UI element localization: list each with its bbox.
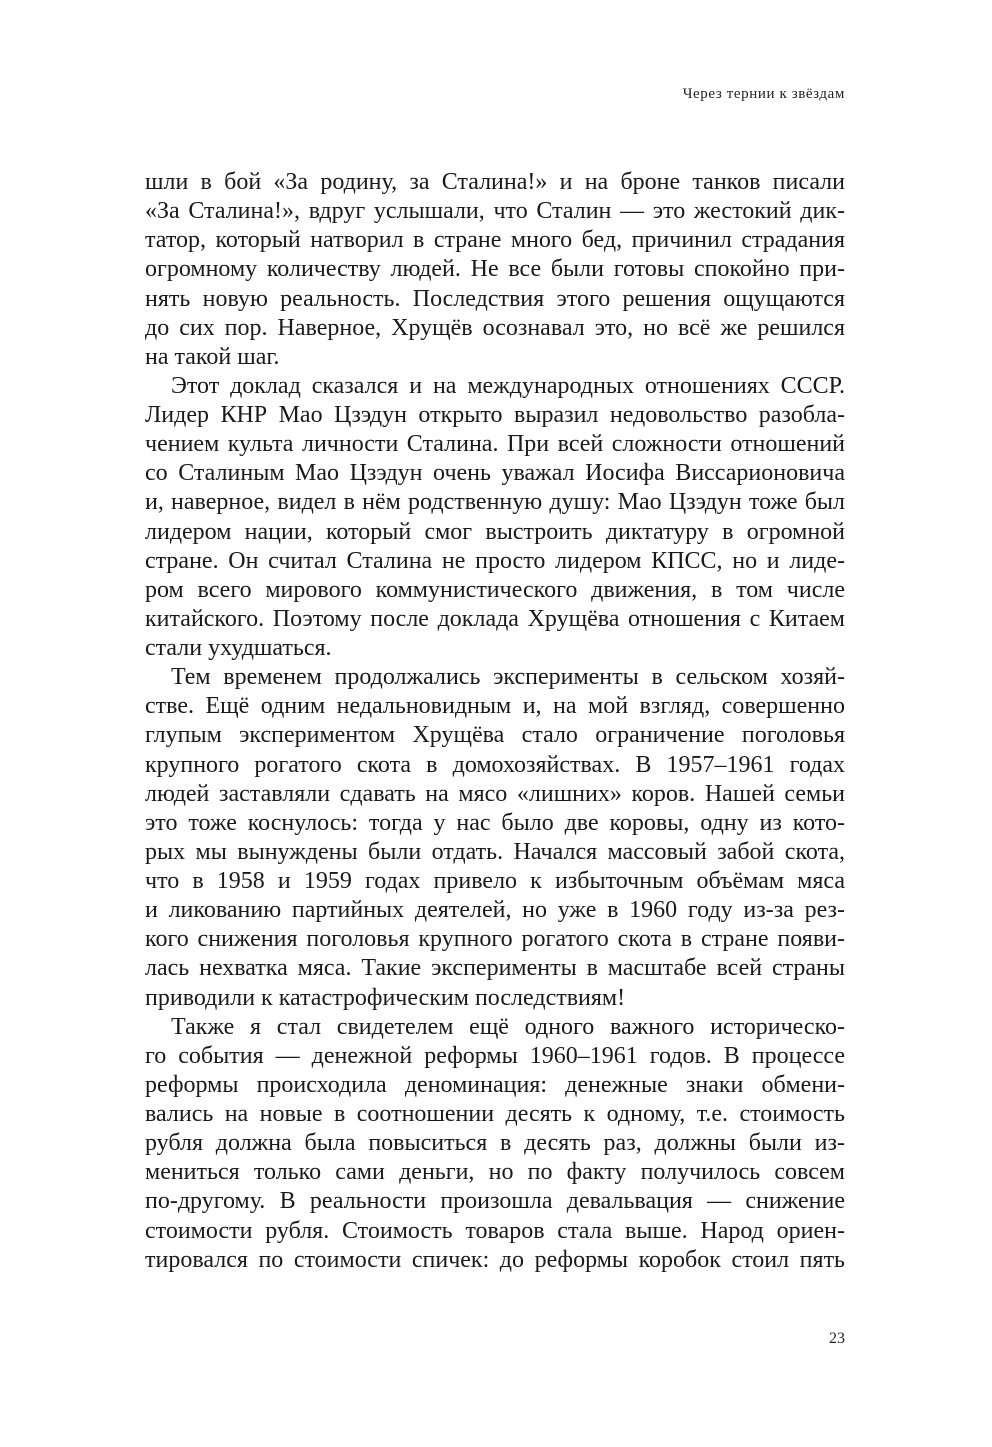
text-line: рых мы вынуждены были отдать. Начался массовый забой скота, [145,838,845,865]
paragraph [145,663,845,1013]
running-header: Через тернии к звёздам [682,86,845,102]
text-line: это тоже коснулось: тогда у нас было две коровы, одну из кото- [145,809,845,836]
text-line: стве. Ещё одним недальновидным и, на мой взгляд, совершенно [145,693,845,720]
text-line: реформы происходила деноминация: денежные знаки обмени- [145,1071,845,1098]
text-line: и ликованию партийных деятелей, но уже в 1960 году из-за рез- [145,897,845,924]
text-line: кого снижения поголовья крупного рогатого скота в стране появи- [145,926,845,953]
text-line: вались на новые в соотношении десять к одному, т.е. стоимость [145,1101,845,1127]
text-line: на такой шаг. [145,343,280,370]
text-line: огромному количеству людей. Не все были готовы спокойно при- [145,256,845,283]
text-line: до сих пор. Наверное, Хрущёв осознавал это, но всё же решился [145,314,845,341]
text-line: чением культа личности Сталина. При всей сложности отношений [145,431,845,458]
text-line: Также я стал свидетелем ещё одного важного историческо- [171,1013,845,1040]
text-line: тировался по стоимости спичек: до реформы коробок стоил пять [145,1246,845,1273]
text-line: Этот доклад сказался и на международных отношениях СССР. [171,372,845,399]
paragraph [145,372,845,663]
text-line: «За Сталина!», вдруг услышали, что Сталин — это жестокий дик- [145,198,845,225]
text-line: лась нехватка мяса. Такие эксперименты в масштабе всей страны [145,955,845,982]
text-line: рубля должна была повыситься в десять раз, должны были из- [145,1130,845,1157]
text-line: крупного рогатого скота в домохозяйствах. В 1957–1961 годах [145,751,845,778]
text-line: Лидер КНР Мао Цзэдун открыто выразил недовольство разобла- [145,402,845,428]
text-line: и, наверное, видел в нём родственную душу: Мао Цзэдун тоже был [145,489,845,516]
text-line: людей заставляли сдавать на мясо «лишних» коров. Нашей семьи [145,780,845,807]
text-line: китайского. Поэтому после доклада Хрущёва отношения с Китаем [145,605,845,632]
page-number: 23 [829,1330,845,1347]
text-line: со Сталиным Мао Цзэдун очень уважал Иосифа Виссарионовича [145,460,845,487]
text-line: приводили к катастрофическим последствиям! [145,984,626,1011]
text-line: глупым экспериментом Хрущёва стало ограничение поголовья [145,722,845,749]
text-line: стоимости рубля. Стоимость товаров стала выше. Народ ориен- [145,1217,845,1244]
text-line: по-другому. В реальности произошла девальвация — снижение [145,1188,845,1215]
text-line: стране. Он считал Сталина не просто лидером КПСС, но и лиде- [145,547,845,574]
text-line: лидером нации, который смог выстроить диктатуру в огромной [145,518,845,545]
paragraph [145,1013,845,1275]
text-line: го события — денежной реформы 1960–1961 годов. В процессе [145,1042,845,1069]
text-line: нять новую реальность. Последствия этого решения ощущаются [145,285,845,312]
text-line: мениться только сами деньги, но по факту получилось совсем [145,1159,845,1186]
text-line: Тем временем продолжались эксперименты в сельском хозяй- [171,664,845,691]
text-line: шли в бой «За родину, за Сталина!» и на броне танков писали [145,169,845,195]
paragraph [145,168,845,372]
text-line: что в 1958 и 1959 годах привело к избыточным объёмам мяса [145,868,845,894]
text-line: стали ухудшаться. [145,635,332,661]
body-text [145,168,845,1275]
text-line: ром всего мирового коммунистического движения, в том числе [145,576,845,603]
text-line: татор, который натворил в стране много бед, причинил страдания [145,227,845,254]
